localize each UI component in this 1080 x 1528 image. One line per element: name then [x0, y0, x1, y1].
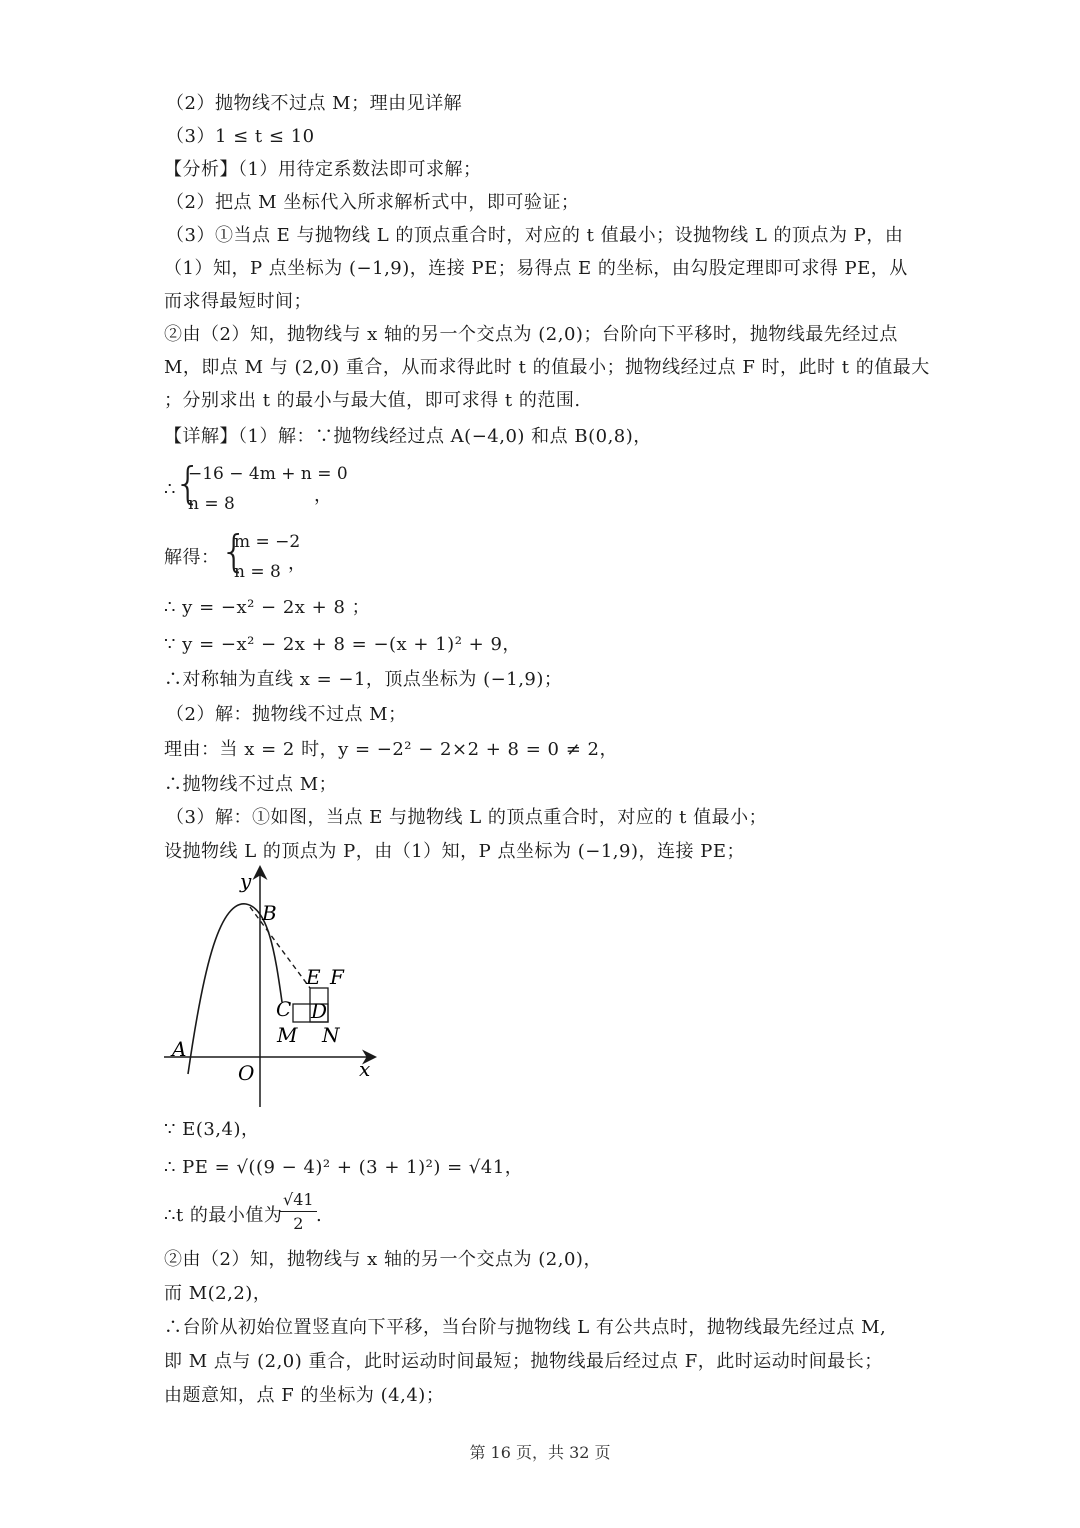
min-t-fraction [280, 1190, 317, 1233]
system2-prefix: 解得： [164, 547, 220, 568]
system2-brace: { [220, 526, 248, 577]
system2-suffix: ， [288, 553, 307, 574]
analysis-part3-line2: （1）知，P 点坐标为 (−1,9)，连接 PE；易得点 E 的坐标，由勾股定理即可求得 PE，从 [164, 258, 908, 279]
solution-part3-line2: 设抛物线 L 的顶点为 P，由（1）知，P 点坐标为 (−1,9)，连接 PE； [164, 841, 745, 862]
solution-heading: 【详解】（1）解：∵抛物线经过点 A(−4,0) 和点 B(0,8)， [164, 426, 652, 447]
min-t-prefix: ∴t 的最小值为 [164, 1205, 283, 1226]
solution-part3-line1: （3）解：①如图，当点 E 与抛物线 L 的顶点重合时，对应的 t 值最小； [166, 807, 768, 828]
label-a: A [172, 1037, 187, 1061]
system2-eq2: n = 8 [234, 562, 281, 582]
system1-brace: { [174, 458, 202, 509]
analysis-part3b-line2: M，即点 M 与 (2,0) 重合，从而求得此时 t 的值最小；抛物线经过点 F 时，此时 t 的值最大 [164, 357, 930, 378]
dashed-segment-pe [250, 907, 310, 988]
equation-vertex-form: ∵ y = −x² − 2x + 8 = −(x + 1)² + 9， [164, 634, 521, 655]
system1-eq1: −16 − 4m + n = 0 [188, 464, 348, 484]
label-n: N [322, 1023, 340, 1047]
label-d: D [311, 999, 328, 1023]
parabola-figure [160, 862, 390, 1112]
solution-part3b-line3: 即 M 点与 (2,0) 重合，此时运动时间最短；抛物线最后经过点 F，此时运动时间最长； [164, 1351, 883, 1372]
label-y: y [240, 869, 252, 893]
min-t-denominator: 2 [293, 1214, 304, 1233]
point-f-coords: 由题意知，点 F 的坐标为 (4,4)； [164, 1385, 445, 1406]
min-t-suffix: . [316, 1205, 323, 1226]
solution-part2-conclusion: ∴抛物线不过点 M； [164, 774, 338, 795]
analysis-part3-line3: 而求得最短时间； [164, 291, 312, 312]
label-o: O [238, 1061, 255, 1085]
solution-part2-reason: 理由：当 x = 2 时，y = −2² − 2×2 + 8 = 0 ≠ 2， [164, 739, 618, 760]
label-x: x [359, 1057, 371, 1081]
point-m-coords: 而 M(2,2)， [164, 1283, 272, 1304]
analysis-part3b-line1: ②由（2）知，抛物线与 x 轴的另一个交点为 (2,0)；台阶向下平移时，抛物线最先经过点 [164, 324, 898, 345]
label-f: F [330, 965, 344, 989]
parabola-curve [188, 904, 282, 1074]
analysis-part3-line1: （3）①当点 E 与抛物线 L 的顶点重合时，对应的 t 值最小；设抛物线 L 的顶点为 P，由 [166, 225, 904, 246]
solution-part3b-line2: ∴台阶从初始位置竖直向下平移，当台阶与抛物线 L 有公共点时，抛物线最先经过点 M, [164, 1317, 887, 1338]
analysis-heading: 【分析】（1）用待定系数法即可求解； [164, 159, 482, 180]
answer-part3: （3）1 ≤ t ≤ 10 [166, 126, 315, 147]
equation-parabola: ∴ y = −x² − 2x + 8 ； [164, 597, 371, 618]
label-m: M [277, 1023, 298, 1047]
system1-eq2: n = 8 [188, 494, 235, 514]
analysis-part3b-line3: ；分别求出 t 的最小与最大值，即可求得 t 的范围. [164, 390, 581, 411]
min-t-numerator: √41 [280, 1190, 317, 1212]
label-c: C [276, 997, 292, 1021]
point-e-coords: ∵ E(3,4)， [164, 1119, 260, 1140]
system2-eq1: m = −2 [234, 532, 301, 552]
solution-part3b-line1: ②由（2）知，抛物线与 x 轴的另一个交点为 (2,0)， [164, 1249, 602, 1270]
answer-part2: （2）抛物线不过点 M；理由见详解 [166, 93, 463, 114]
analysis-part2: （2）把点 M 坐标代入所求解析式中，即可验证； [166, 192, 580, 213]
axis-and-vertex: ∴对称轴为直线 x = −1，顶点坐标为 (−1,9)； [164, 669, 563, 690]
label-b: B [262, 901, 277, 925]
page-footer: 第 16 页，共 32 页 [469, 1443, 611, 1462]
system1-suffix: ， [314, 485, 333, 506]
pe-length: ∴ PE = √((9 − 4)² + (3 + 1)²) = √41， [164, 1157, 524, 1178]
label-e: E [306, 965, 321, 989]
system1-prefix: ∴ [164, 479, 176, 500]
solution-part2: （2）解：抛物线不过点 M； [166, 704, 407, 725]
